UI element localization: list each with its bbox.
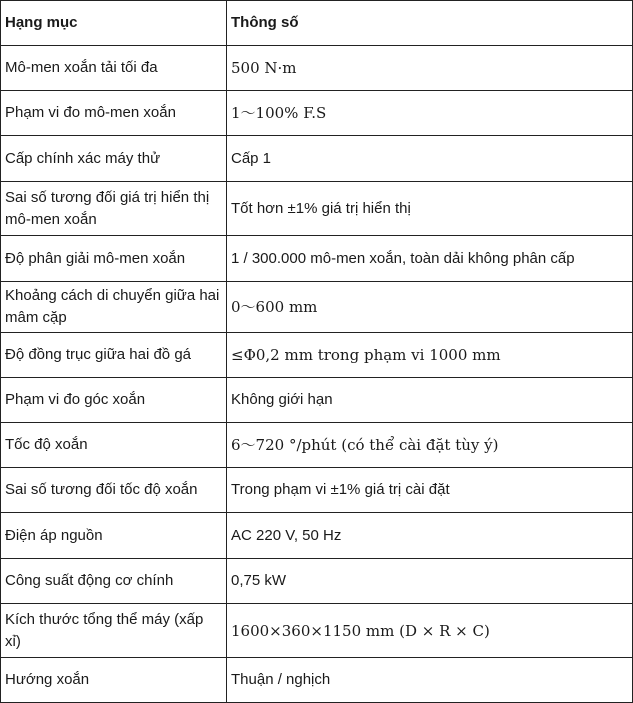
row-item: Mô-men xoắn tải tối đa [1,46,227,91]
table-row [1,136,633,182]
row-item: Cấp chính xác máy thử [1,136,227,182]
row-item: Phạm vi đo góc xoắn [1,378,227,423]
row-item: Sai số tương đối tốc độ xoắn [1,468,227,513]
header-item: Hạng mục [1,1,227,46]
row-item: Khoảng cách di chuyển giữa hai mâm cặp [1,282,227,333]
table-row [1,91,633,136]
table-row [1,46,633,91]
table-row [1,604,633,658]
row-value: 0～600 mm [227,282,633,333]
row-value: 500 N·m [227,46,633,91]
row-value: Thuận / nghịch [227,658,633,703]
table-row [1,333,633,378]
row-value: AC 220 V, 50 Hz [227,513,633,559]
row-value: Không giới hạn [227,378,633,423]
row-value: Cấp 1 [227,136,633,182]
header-value: Thông số [227,1,633,46]
row-item: Độ đồng trục giữa hai đồ gá [1,333,227,378]
row-value: 0,75 kW [227,559,633,604]
row-value: 1 / 300.000 mô-men xoắn, toàn dải không phân cấp [227,236,633,282]
row-item: Hướng xoắn [1,658,227,703]
table-row [1,468,633,513]
table-row [1,559,633,604]
row-value: 1600×360×1150 mm (D × R × C) [227,604,633,658]
table-row [1,182,633,236]
row-item: Phạm vi đo mô-men xoắn [1,91,227,136]
row-value: 1～100% F.S [227,91,633,136]
row-value: Trong phạm vi ±1% giá trị cài đặt [227,468,633,513]
row-item: Kích thước tổng thể máy (xấp xỉ) [1,604,227,658]
table-row [1,423,633,468]
row-item: Độ phân giải mô-men xoắn [1,236,227,282]
row-value: 6～720 °/phút (có thể cài đặt tùy ý) [227,423,633,468]
table-header-row [1,1,633,46]
row-item: Tốc độ xoắn [1,423,227,468]
table-row [1,658,633,703]
row-value: ≤Φ0,2 mm trong phạm vi 1000 mm [227,333,633,378]
table-row [1,513,633,559]
row-item: Công suất động cơ chính [1,559,227,604]
row-item: Sai số tương đối giá trị hiển thị mô-men xoắn [1,182,227,236]
row-item: Điện áp nguồn [1,513,227,559]
table-row [1,236,633,282]
table-row [1,378,633,423]
row-value: Tốt hơn ±1% giá trị hiển thị [227,182,633,236]
table-row [1,282,633,333]
